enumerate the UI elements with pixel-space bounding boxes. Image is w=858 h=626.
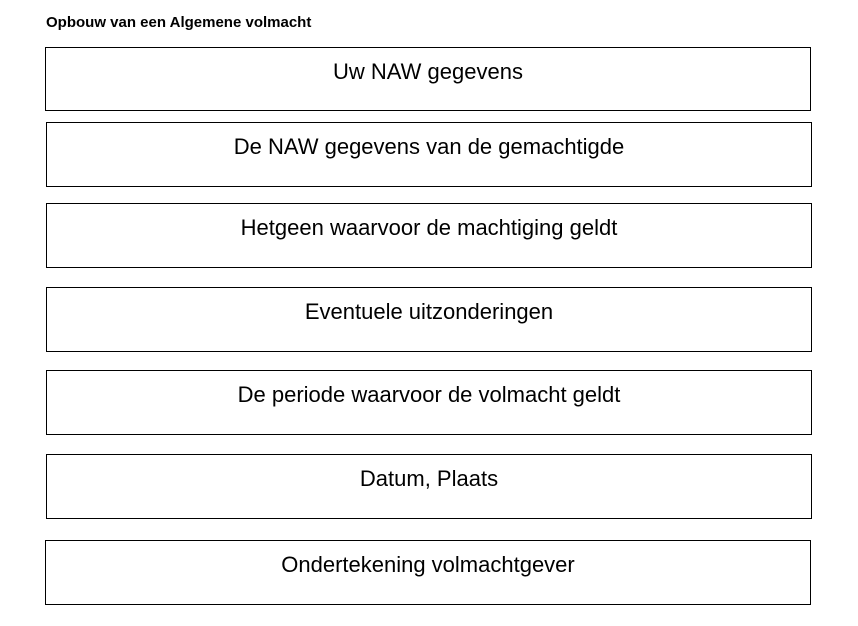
step-label: Datum, Plaats [359, 466, 499, 491]
step-box-datum-plaats [46, 454, 812, 519]
diagram-title: Opbouw van een Algemene volmacht [46, 14, 312, 31]
step-label: De periode waarvoor de volmacht geldt [237, 382, 621, 407]
step-label: De NAW gegevens van de gemachtigde [233, 134, 625, 159]
step-box-machtiging [46, 203, 812, 268]
step-label: Uw NAW gegevens [333, 59, 523, 84]
step-box-naw-gemachtigde [46, 122, 812, 187]
step-label: Hetgeen waarvoor de machtiging geldt [240, 215, 618, 240]
step-box-periode [46, 370, 812, 435]
step-box-naw [45, 47, 811, 111]
step-box-ondertekening [45, 540, 811, 605]
step-label: Eventuele uitzonderingen [304, 299, 554, 324]
step-box-uitzonderingen [46, 287, 812, 352]
step-label: Ondertekening volmachtgever [281, 552, 575, 577]
